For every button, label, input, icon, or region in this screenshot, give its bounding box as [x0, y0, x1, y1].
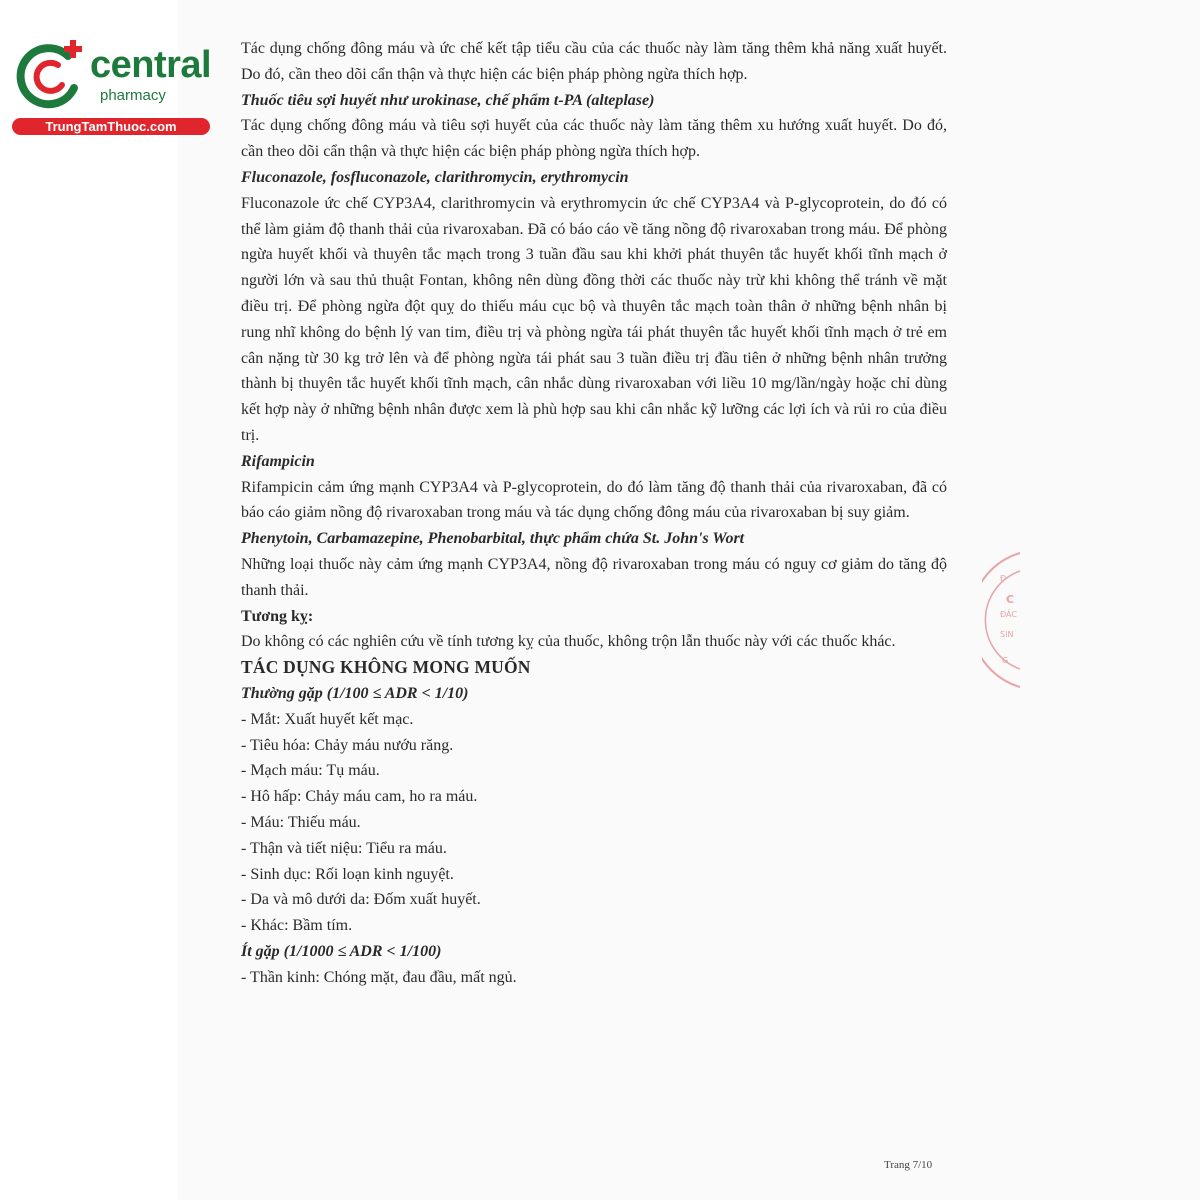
red-stamp-icon: [982, 545, 1022, 695]
brand-name: central: [90, 44, 212, 86]
paragraph: - Khác: Bầm tím.: [241, 917, 353, 935]
brand-url-badge[interactable]: TrungTamThuoc.com: [12, 118, 210, 135]
paragraph: - Mạch máu: Tụ máu.: [241, 762, 380, 780]
subheading: Ít gặp (1/1000 ≤ ADR < 1/100): [241, 942, 442, 960]
subheading: Rifampicin: [241, 452, 315, 470]
paragraph: - Da và mô dưới da: Đốm xuất huyết.: [241, 891, 481, 909]
paragraph: Những loại thuốc này cảm ứng mạnh CYP3A4, nồng độ rivaroxaban trong máu có nguy cơ giảm do tăng độ thanh thải.: [241, 555, 947, 599]
section-heading: TÁC DỤNG KHÔNG MONG MUỐN: [241, 657, 531, 678]
paragraph: - Mắt: Xuất huyết kết mạc.: [241, 710, 414, 728]
svg-text:G: G: [1002, 656, 1009, 665]
subheading: Thuốc tiêu sợi huyết như urokinase, chế phẩm t-PA (alteplase): [241, 91, 655, 109]
pharmacy-logo: [8, 36, 214, 136]
paragraph: - Tiêu hóa: Chảy máu nướu răng.: [241, 736, 454, 754]
paragraph: Do không có các nghiên cứu về tính tương kỵ của thuốc, không trộn lẫn thuốc này với các thuốc khác.: [241, 633, 896, 651]
central-pharmacy-logo-icon: [12, 38, 88, 114]
subheading: Phenytoin, Carbamazepine, Phenobarbital, thực phẩm chứa St. John's Wort: [241, 530, 745, 548]
paragraph: Tác dụng chống đông máu và ức chế kết tập tiểu cầu của các thuốc này làm tăng thêm khả năng xuất huyết. Do đó, cần theo dõi cẩn thận và thực hiện các biện pháp phòng ngừa thích hợp.: [241, 40, 947, 83]
document-body: [241, 36, 947, 990]
paragraph: Tác dụng chống đông máu và tiêu sợi huyết của các thuốc này làm tăng thêm xu hướng xuất huyết. Do đó, cần theo dõi cẩn thận và thực hiện các biện pháp phòng ngừa thích hợp.: [241, 117, 947, 161]
svg-text:C: C: [1006, 593, 1015, 606]
subheading: Thường gặp (1/100 ≤ ADR < 1/10): [241, 684, 469, 702]
svg-text:Đ: Đ: [1000, 574, 1007, 583]
heading: Tương kỵ:: [241, 607, 314, 625]
paragraph: Fluconazole ức chế CYP3A4, clarithromycin và erythromycin ức chế CYP3A4 và P-glycoprotein, do đó có thể làm giảm độ thanh thải của rivaroxaban. Đã có báo cáo về tăng nồng độ rivaroxaban trong máu. Để phòng ngừa huyết khối và thuyên tắc mạch trong 3 tuần đầu sau khi khởi phát thuyên tắc huyết khối tĩnh mạch ở người lớn và sau thủ thuật Fontan, không nên dùng đồng thời các thuốc này trừ khi không thể tránh về mặt điều trị. Để phòng ngừa đột quỵ do thiếu máu cục bộ và thuyên tắc mạch toàn thân ở những bệnh nhân bị rung nhĩ không do bệnh lý van tim, điều trị và phòng ngừa tái phát thuyên tắc huyết khối tĩnh mạch ở trẻ em cân nặng từ 30 kg trở lên và để phòng ngừa tái phát sau 3 tuần điều trị đầu tiên ở những bệnh nhân trưởng thành bị thuyên tắc huyết khối tĩnh mạch, cân nhắc dùng rivaroxaban với liều 10 mg/lần/ngày hoặc chỉ dùng kết hợp này ở những bệnh nhân được xem là phù hợp sau khi cân nhắc kỹ lưỡng các lợi ích và rủi ro của điều trị.: [241, 194, 947, 444]
page-number: Trang 7/10: [884, 1159, 933, 1171]
paragraph: - Máu: Thiếu máu.: [241, 813, 361, 831]
paragraph: - Thần kinh: Chóng mặt, đau đầu, mất ngủ.: [241, 968, 517, 986]
svg-text:SIN: SIN: [1000, 630, 1014, 639]
subheading: Fluconazole, fosfluconazole, clarithromycin, erythromycin: [241, 168, 629, 186]
paragraph: - Sinh dục: Rối loạn kinh nguyệt.: [241, 865, 454, 883]
brand-subtitle: pharmacy: [100, 87, 166, 104]
paragraph: - Thận và tiết niệu: Tiểu ra máu.: [241, 839, 447, 857]
paragraph: Rifampicin cảm ứng mạnh CYP3A4 và P-glycoprotein, do đó làm tăng độ thanh thải của rivaroxaban, đã có báo cáo giảm nồng độ rivaroxaban trong máu và tác dụng chống đông máu của rivaroxaban bị suy giảm.: [241, 478, 947, 522]
paragraph: - Hô hấp: Chảy máu cam, ho ra máu.: [241, 788, 478, 806]
svg-text:ĐÁC: ĐÁC: [1000, 610, 1017, 619]
